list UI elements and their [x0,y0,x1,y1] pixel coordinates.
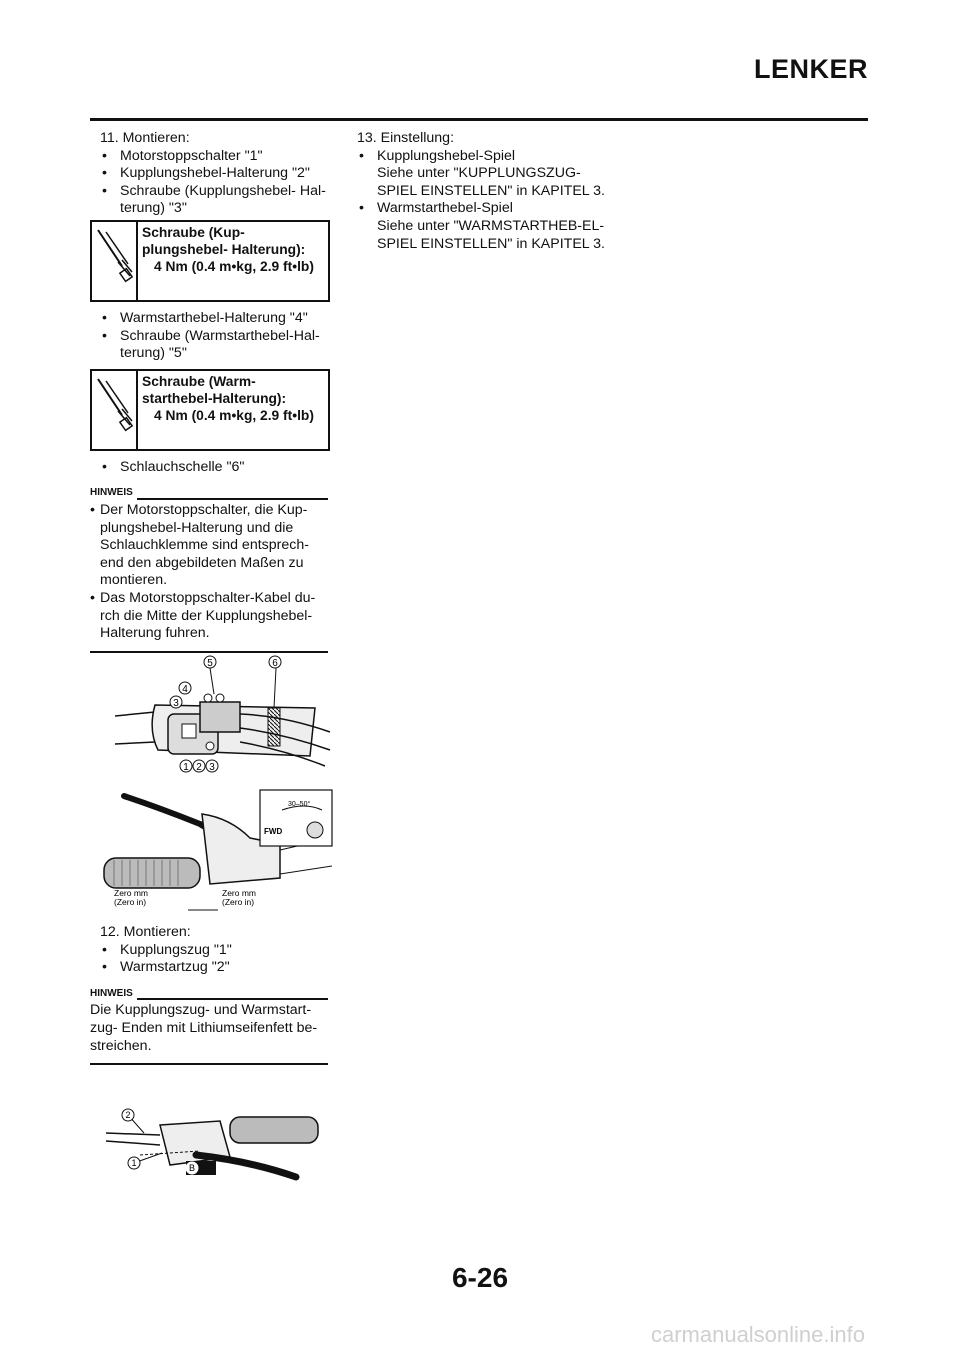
step-11-heading: 11. Montieren: [100,130,190,146]
callout: 1 [131,1158,137,1168]
dimension-label: Zero mm [222,888,256,898]
cable-ends-illustration [100,1105,325,1190]
watermark: carmanualsonline.info [650,1322,865,1347]
list-item: • Schlauchschelle "6" [100,459,330,477]
page-title: LENKER [753,54,868,84]
left-column [90,130,330,653]
angle-label: 30–50° [288,801,311,808]
header-rule [90,118,868,121]
callout: 4 [182,684,188,695]
note-label: HINWEIS [90,487,133,499]
dimension-label: Zero mm [114,888,148,898]
handlebar-switch-illustration [110,650,335,775]
dimension-label: (Zero in) [114,897,147,907]
list-item: • Kupplungshebel-Spiel [357,148,607,166]
page-number: 6-26 [451,1262,509,1293]
note-box-1 [90,484,328,652]
step-11-list-1 [90,148,330,218]
callout: 1 [183,762,189,773]
callout: 5 [207,658,213,669]
spec-value: 4 Nm (0.4 m•kg, 2.9 ft•lb) [154,258,314,274]
callout: 6 [272,658,278,669]
torque-spec-box-1 [90,220,330,302]
list-item: • Der Motorstoppschalter, die Kup-plungshebel-Halterung und die Schlauchklemme sind entsprech-end den abgebildeten Maßen zu montieren. [90,502,328,590]
list-item: • Warmstarthebel-Halterung "4" [100,310,330,328]
step-13-heading: 13. Einstellung: [357,130,455,146]
step-11-list-2 [90,310,330,363]
spec-label: Schraube (Kup-plungshebel- Halterung): [142,224,306,257]
step-11-list-3 [90,459,330,477]
dimension-label: (Zero in) [222,897,255,907]
callout: 3 [173,698,179,709]
list-item: • Kupplungszug "1" [100,942,330,960]
spec-value: 4 Nm (0.4 m•kg, 2.9 ft•lb) [154,407,314,423]
reference-text: Siehe unter "KUPPLUNGSZUG-SPIEL EINSTELLEN" in KAPITEL 3. [377,165,605,199]
fwd-label: FWD [264,827,283,836]
list-item: • Motorstoppschalter "1" [100,148,330,166]
list-item: • Das Motorstoppschalter-Kabel du-rch die Mitte der Kupplungshebel-Halterung fuhren. [90,590,328,643]
note-label: HINWEIS [90,987,133,999]
wrench-icon [92,371,138,449]
reference-text: Siehe unter "WARMSTARTHEB-EL-SPIEL EINSTELLEN" in KAPITEL 3. [377,217,605,252]
left-column-lower [90,924,330,1065]
callout: 2 [196,762,202,773]
list-item: • Schraube (Warmstarthebel-Hal-terung) "5" [100,328,330,363]
list-item: • Kupplungshebel-Halterung "2" [100,165,330,183]
step-12-heading: 12. Montieren: [100,924,191,940]
wrench-icon [92,222,138,300]
lever-grip-illustration [100,788,335,916]
torque-spec-box-2 [90,369,330,451]
list-item: • Schraube (Kupplungshebel- Hal-terung) "3" [100,183,330,218]
grease-marker: B [188,1163,196,1173]
list-item: • Warmstarthebel-Spiel [357,200,607,218]
note-box-2 [90,985,328,1065]
callout: 2 [125,1110,131,1120]
note-text: Die Kupplungszug- und Warmstart-zug- Enden mit Lithiumseifenfett be-streichen. [90,1002,328,1065]
list-item: • Warmstartzug "2" [100,959,330,977]
callout: 3 [209,762,215,773]
right-column [347,130,607,253]
spec-label: Schraube (Warm-starthebel-Halterung): [142,373,287,406]
